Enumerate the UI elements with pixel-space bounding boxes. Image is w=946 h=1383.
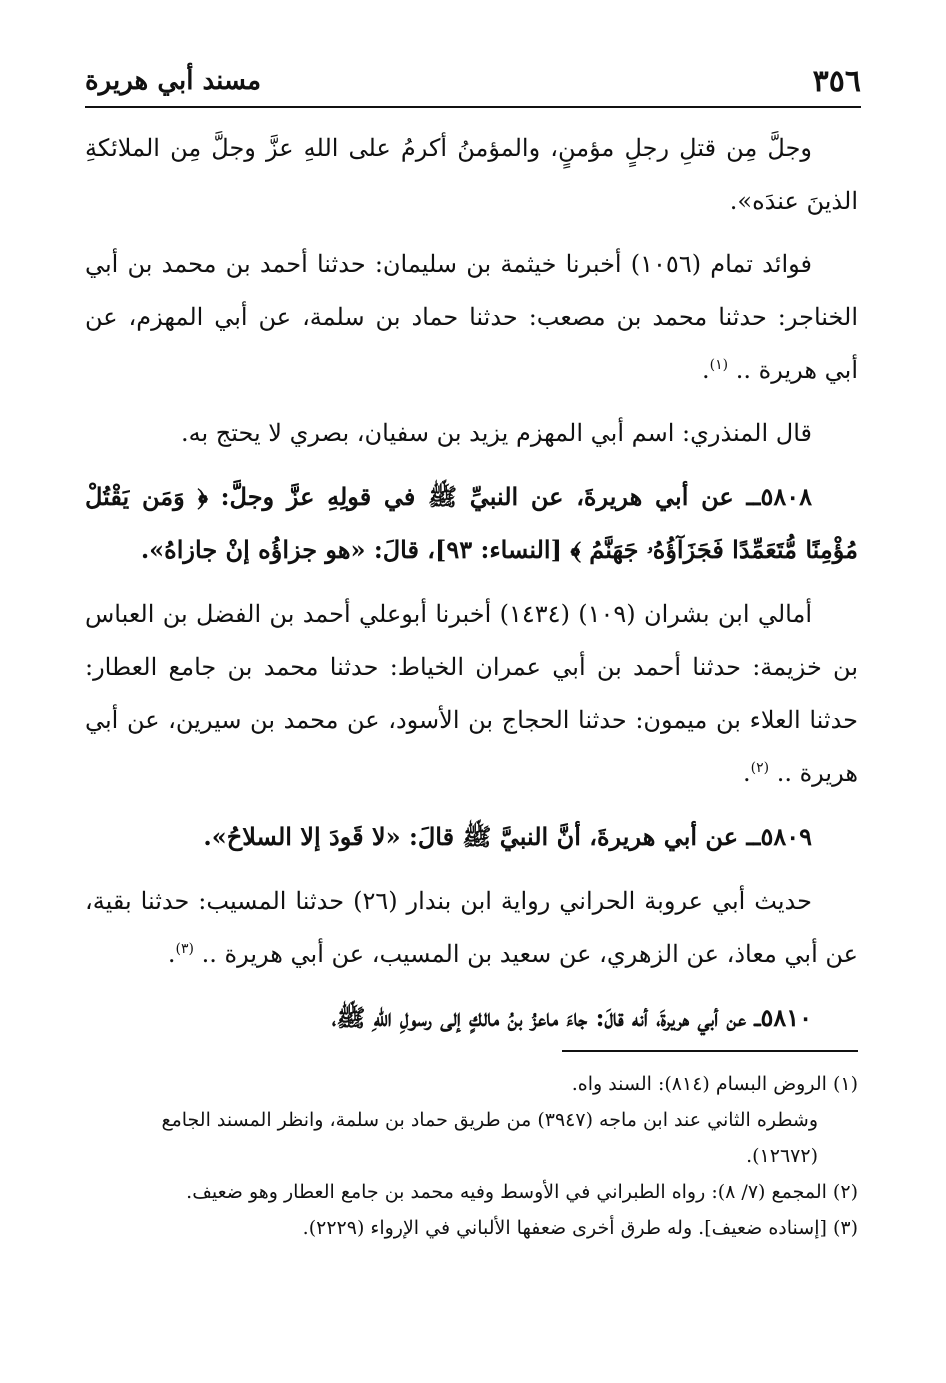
hadith-continuation: وجلَّ مِن قتلِ رجلٍ مؤمنٍ، والمؤمنُ أكرمُ على اللهِ عزَّ وجلَّ مِن الملائكةِ الذينَ عندَه». [85, 134, 858, 215]
page-header [85, 56, 861, 108]
commentary-paragraph: قال المنذري: اسم أبي المهزم يزيد بن سفيان، بصري لا يحتج به. [180, 419, 812, 447]
source-paragraph: أمالي ابن بشران (١٠٩) (١٤٣٤) أخبرنا أبوعلي أحمد بن الفضل بن العباس بن خزيمة: حدثنا أحمد بن أبي عمران الخياط: حدثنا محمد بن جامع العطار: حدثنا العلاء بن ميمون: حدثنا الحجاج بن الأسود، عن محمد بن سيرين، عن أبي هريرة .. $^{(٢)}$. [85, 600, 858, 787]
footnote-divider [562, 1050, 858, 1052]
footnote-ref-1[interactable]: (١) [709, 357, 729, 373]
main-text [85, 122, 858, 1056]
hadith-5808: ٥٨٠٨ــ عن أبي هريرةَ، عن النبيِّ ﷺ في قولِهِ عزَّ وجلَّ: ﴿ وَمَن يَقْتُلْ مُؤْمِنًا مُّتَعَمِّدًا فَجَزَآؤُهُۥ جَهَنَّمُ ﴾ [النساء: ٩٣]، قالَ: «هو جزاؤُه إنْ جازاهُ». [85, 482, 858, 564]
hadith-5810: ٥٨١٠ــ عن أبي هريرةَ، أنه قالَ: جاءَ ماعزُ بنُ مالكٍ إلى رسولِ اللهِ ﷺ، [331, 1003, 812, 1032]
page-number: ٣٥٦ [812, 63, 861, 99]
hadith-5809: ٥٨٠٩ــ عن أبي هريرةَ، أنَّ النبيَّ ﷺ قالَ: «لا قَودَ إلا السلاحُ». [203, 822, 812, 851]
source-paragraph: حديث أبي عروبة الحراني رواية ابن بندار (٢٦) حدثنا المسيب: حدثنا بقية، عن أبي معاذ، عن الزهري، عن سعيد بن المسيب، عن أبي هريرة .. $^{(٣)}$. [85, 887, 858, 968]
source-paragraph: فوائد تمام (١٠٥٦) أخبرنا خيثمة بن سليمان: حدثنا أحمد بن محمد بن أبي الخناجر: حدثنا محمد بن مصعب: حدثنا حماد بن سلمة، عن أبي المهزم، عن أبي هريرة .. $^{(١)}$. [85, 250, 858, 384]
footnote-ref-2[interactable]: (٢) [750, 760, 770, 776]
footnote-2: (٢) المجمع (٧/ ٨): رواه الطبراني في الأوسط وفيه محمد بن جامع العطار وهو ضعيف. [186, 1181, 858, 1203]
footnotes [85, 1050, 858, 1246]
running-title: مسند أبي هريرة [85, 66, 262, 96]
footnote-1: (١) الروض البسام (٨١٤): السند واه. [571, 1073, 858, 1095]
footnote-1-continuation: وشطره الثاني عند ابن ماجه (٣٩٤٧) من طريق حماد بن سلمة، وانظر المسند الجامع (١٢٦٧٢). [161, 1109, 818, 1167]
footnote-3: (٣) [إسناده ضعيف]. وله طرق أخرى ضعفها الألباني في الإرواء (٢٢٢٩). [302, 1217, 858, 1239]
footnote-ref-3[interactable]: (٣) [175, 941, 194, 957]
